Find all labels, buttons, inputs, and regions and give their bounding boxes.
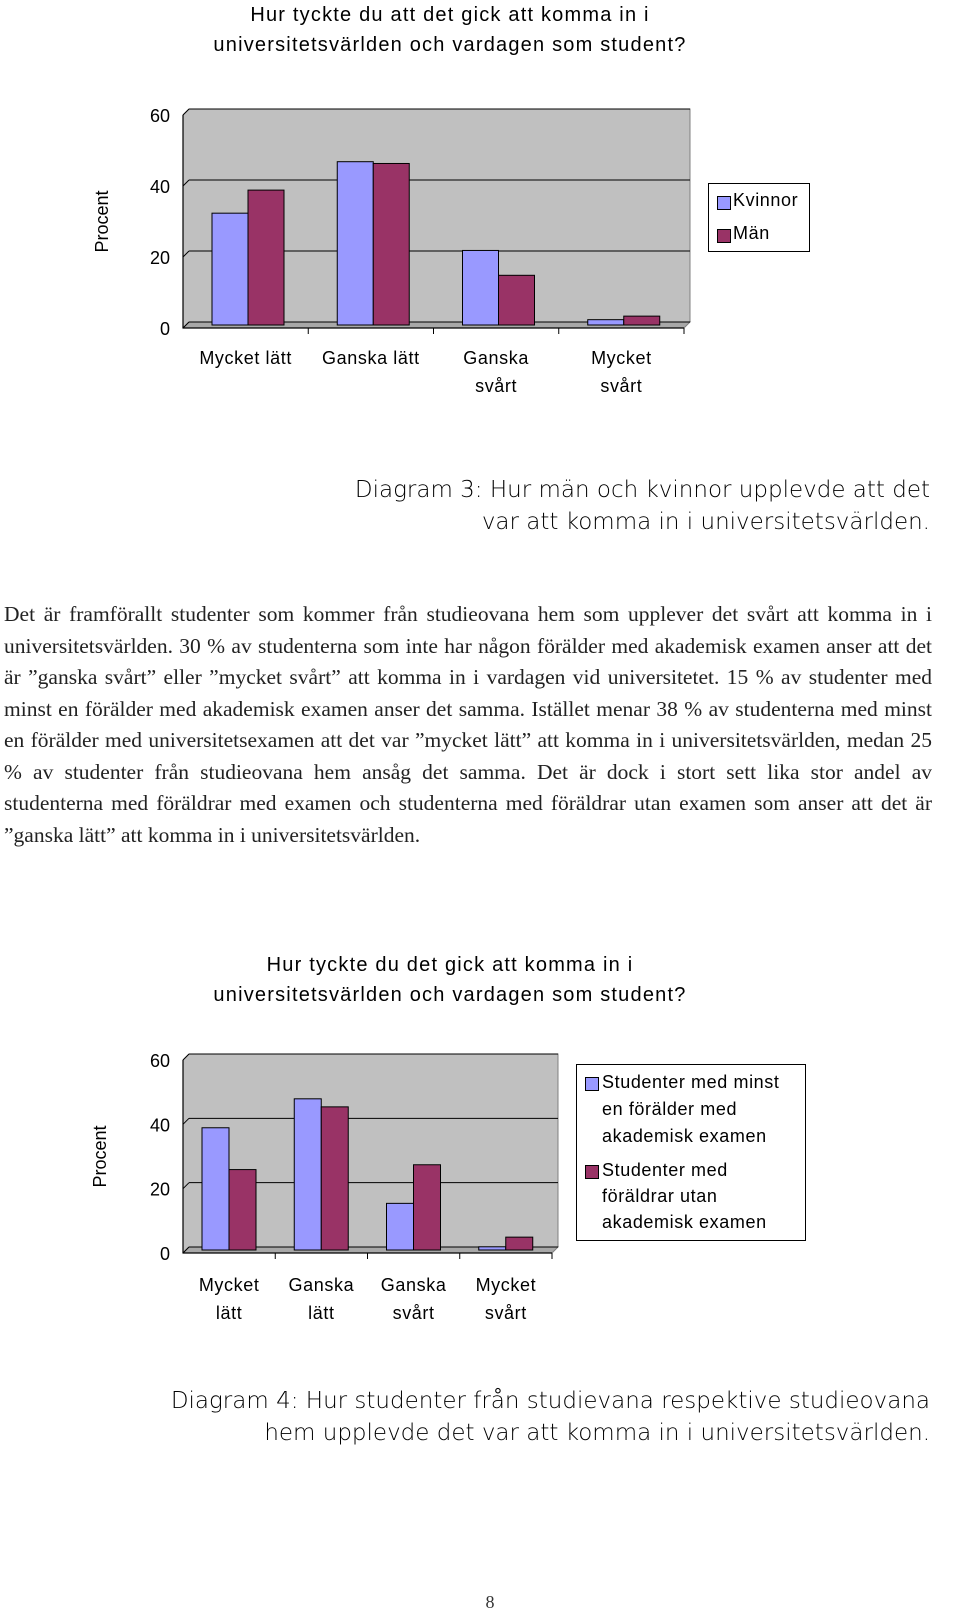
chart2-title-line1: Hur tyckte du det gick att komma in i bbox=[266, 954, 634, 976]
chart2-ytick-label: 20 bbox=[149, 1179, 170, 1200]
legend-label-man: Män bbox=[733, 223, 770, 243]
legend-swatch-utan-examen bbox=[585, 1165, 599, 1179]
chart2-bar bbox=[321, 1107, 348, 1250]
body-paragraph: Det är framförallt studenter som kommer från studieovana hem som upplever det svårt att komma in i universitetsvärlden. 30 % av studenterna som inte har någon förälder med akademisk examen anser att det är ”ganska svårt” eller ”mycket svårt” att komma in i vardagen vid universitetet. 15 % av studenter med minst en förälder med akademisk examen anser det samma. Istället menar 38 % av studenterna med minst en förälder med universitetsexamen att det var ”mycket lätt” att komma in i universitetsvärlden, medan 25 % av studenter från studieovana hem ansåg det samma. Det är dock i stort sett lika stor andel av studenterna med föräldrar med examen och studenterna med föräldrar utan examen som anser att det är ”ganska lätt” att komma in i universitetsvärlden. bbox=[4, 602, 932, 847]
chart2-bar bbox=[479, 1247, 506, 1250]
legend-label-utan-examen-3: akademisk examen bbox=[602, 1212, 767, 1232]
chart1-title-line1: Hur tyckte du att det gick att komma in i bbox=[250, 4, 650, 26]
chart2-caption-line1: Diagram 4: Hur studenter från studievana respektive studieovana bbox=[170, 1388, 930, 1414]
chart1-bar bbox=[337, 162, 373, 325]
legend-label-kvinnor: Kvinnor bbox=[733, 190, 799, 210]
chart2-title bbox=[130, 950, 770, 1010]
legend-label-utan-examen-2: föräldrar utan bbox=[602, 1186, 718, 1206]
chart1-bar bbox=[588, 320, 624, 325]
chart1-y-axis-label: Procent bbox=[92, 190, 112, 253]
chart2-plot bbox=[0, 1030, 960, 1410]
legend-swatch-man bbox=[717, 229, 731, 243]
chart1-ytick-label: 20 bbox=[149, 248, 170, 268]
chart1-caption-line2: var att komma in i universitetsvärlden. bbox=[481, 509, 930, 535]
page-number: 8 bbox=[485, 1592, 495, 1612]
chart1-bar bbox=[499, 275, 535, 325]
chart2-ytick-label: 60 bbox=[149, 1051, 170, 1071]
chart2-title-line2: universitetsvärlden och vardagen som student? bbox=[213, 984, 687, 1006]
chart1-ytick-label: 60 bbox=[149, 106, 170, 126]
chart2-category-label: svårt bbox=[392, 1303, 435, 1323]
chart1-category-label: Mycket lätt bbox=[199, 348, 292, 368]
chart2-bar bbox=[506, 1237, 533, 1250]
legend-label-akademisk-1: Studenter med minst bbox=[602, 1072, 780, 1092]
chart2-category-label: Ganska bbox=[380, 1275, 447, 1295]
chart2-category-label: Ganska bbox=[288, 1275, 355, 1295]
legend-swatch-akademisk bbox=[585, 1077, 599, 1091]
chart1-bar bbox=[248, 190, 284, 325]
chart1-category-label: Mycket bbox=[591, 348, 652, 368]
chart2-bar bbox=[387, 1203, 414, 1250]
chart1-category-label: Ganska bbox=[463, 348, 529, 368]
chart1-caption bbox=[355, 474, 930, 538]
chart2-ytick-label: 40 bbox=[149, 1115, 170, 1136]
chart1-bar bbox=[212, 213, 248, 325]
chart1-title-line2: universitetsvärlden och vardagen som student? bbox=[213, 34, 687, 56]
chart1-legend bbox=[708, 183, 810, 252]
chart2-bar bbox=[229, 1170, 256, 1250]
chart2-caption bbox=[171, 1385, 930, 1449]
legend-label-akademisk-2: en förälder med bbox=[602, 1099, 738, 1119]
chart1-category-label: Ganska lätt bbox=[322, 348, 420, 368]
chart2-category-label: Mycket bbox=[475, 1275, 537, 1295]
chart2-bar bbox=[414, 1165, 441, 1250]
legend-label-utan-examen-1: Studenter med bbox=[602, 1160, 728, 1180]
legend-label-akademisk-3: akademisk examen bbox=[602, 1126, 767, 1146]
chart1-category-label: svårt bbox=[475, 376, 518, 396]
chart2-ytick-label: 0 bbox=[159, 1244, 170, 1264]
chart2-y-axis-label: Procent bbox=[90, 1125, 110, 1188]
chart2-category-label: lätt bbox=[215, 1303, 243, 1323]
chart2-legend bbox=[576, 1064, 806, 1241]
chart1-ytick-label: 0 bbox=[159, 319, 170, 339]
chart2-category-label: lätt bbox=[308, 1303, 335, 1323]
chart2-category-label: Mycket bbox=[198, 1275, 260, 1295]
chart1-bar bbox=[624, 316, 660, 325]
chart1-bar bbox=[373, 163, 409, 325]
chart1-ytick-label: 40 bbox=[149, 177, 170, 197]
legend-swatch-kvinnor bbox=[717, 196, 731, 210]
chart2-category-label: svårt bbox=[484, 1303, 527, 1323]
chart2-bar bbox=[202, 1128, 229, 1250]
chart1-caption-line1: Diagram 3: Hur män och kvinnor upplevde att det bbox=[354, 477, 930, 503]
chart1-bar bbox=[463, 250, 499, 325]
chart2-caption-line2: hem upplevde det var att komma in i universitetsvärlden. bbox=[264, 1420, 930, 1446]
chart1-category-label: svårt bbox=[600, 376, 643, 396]
chart1-plot bbox=[0, 0, 960, 410]
chart2-bar bbox=[294, 1099, 321, 1250]
